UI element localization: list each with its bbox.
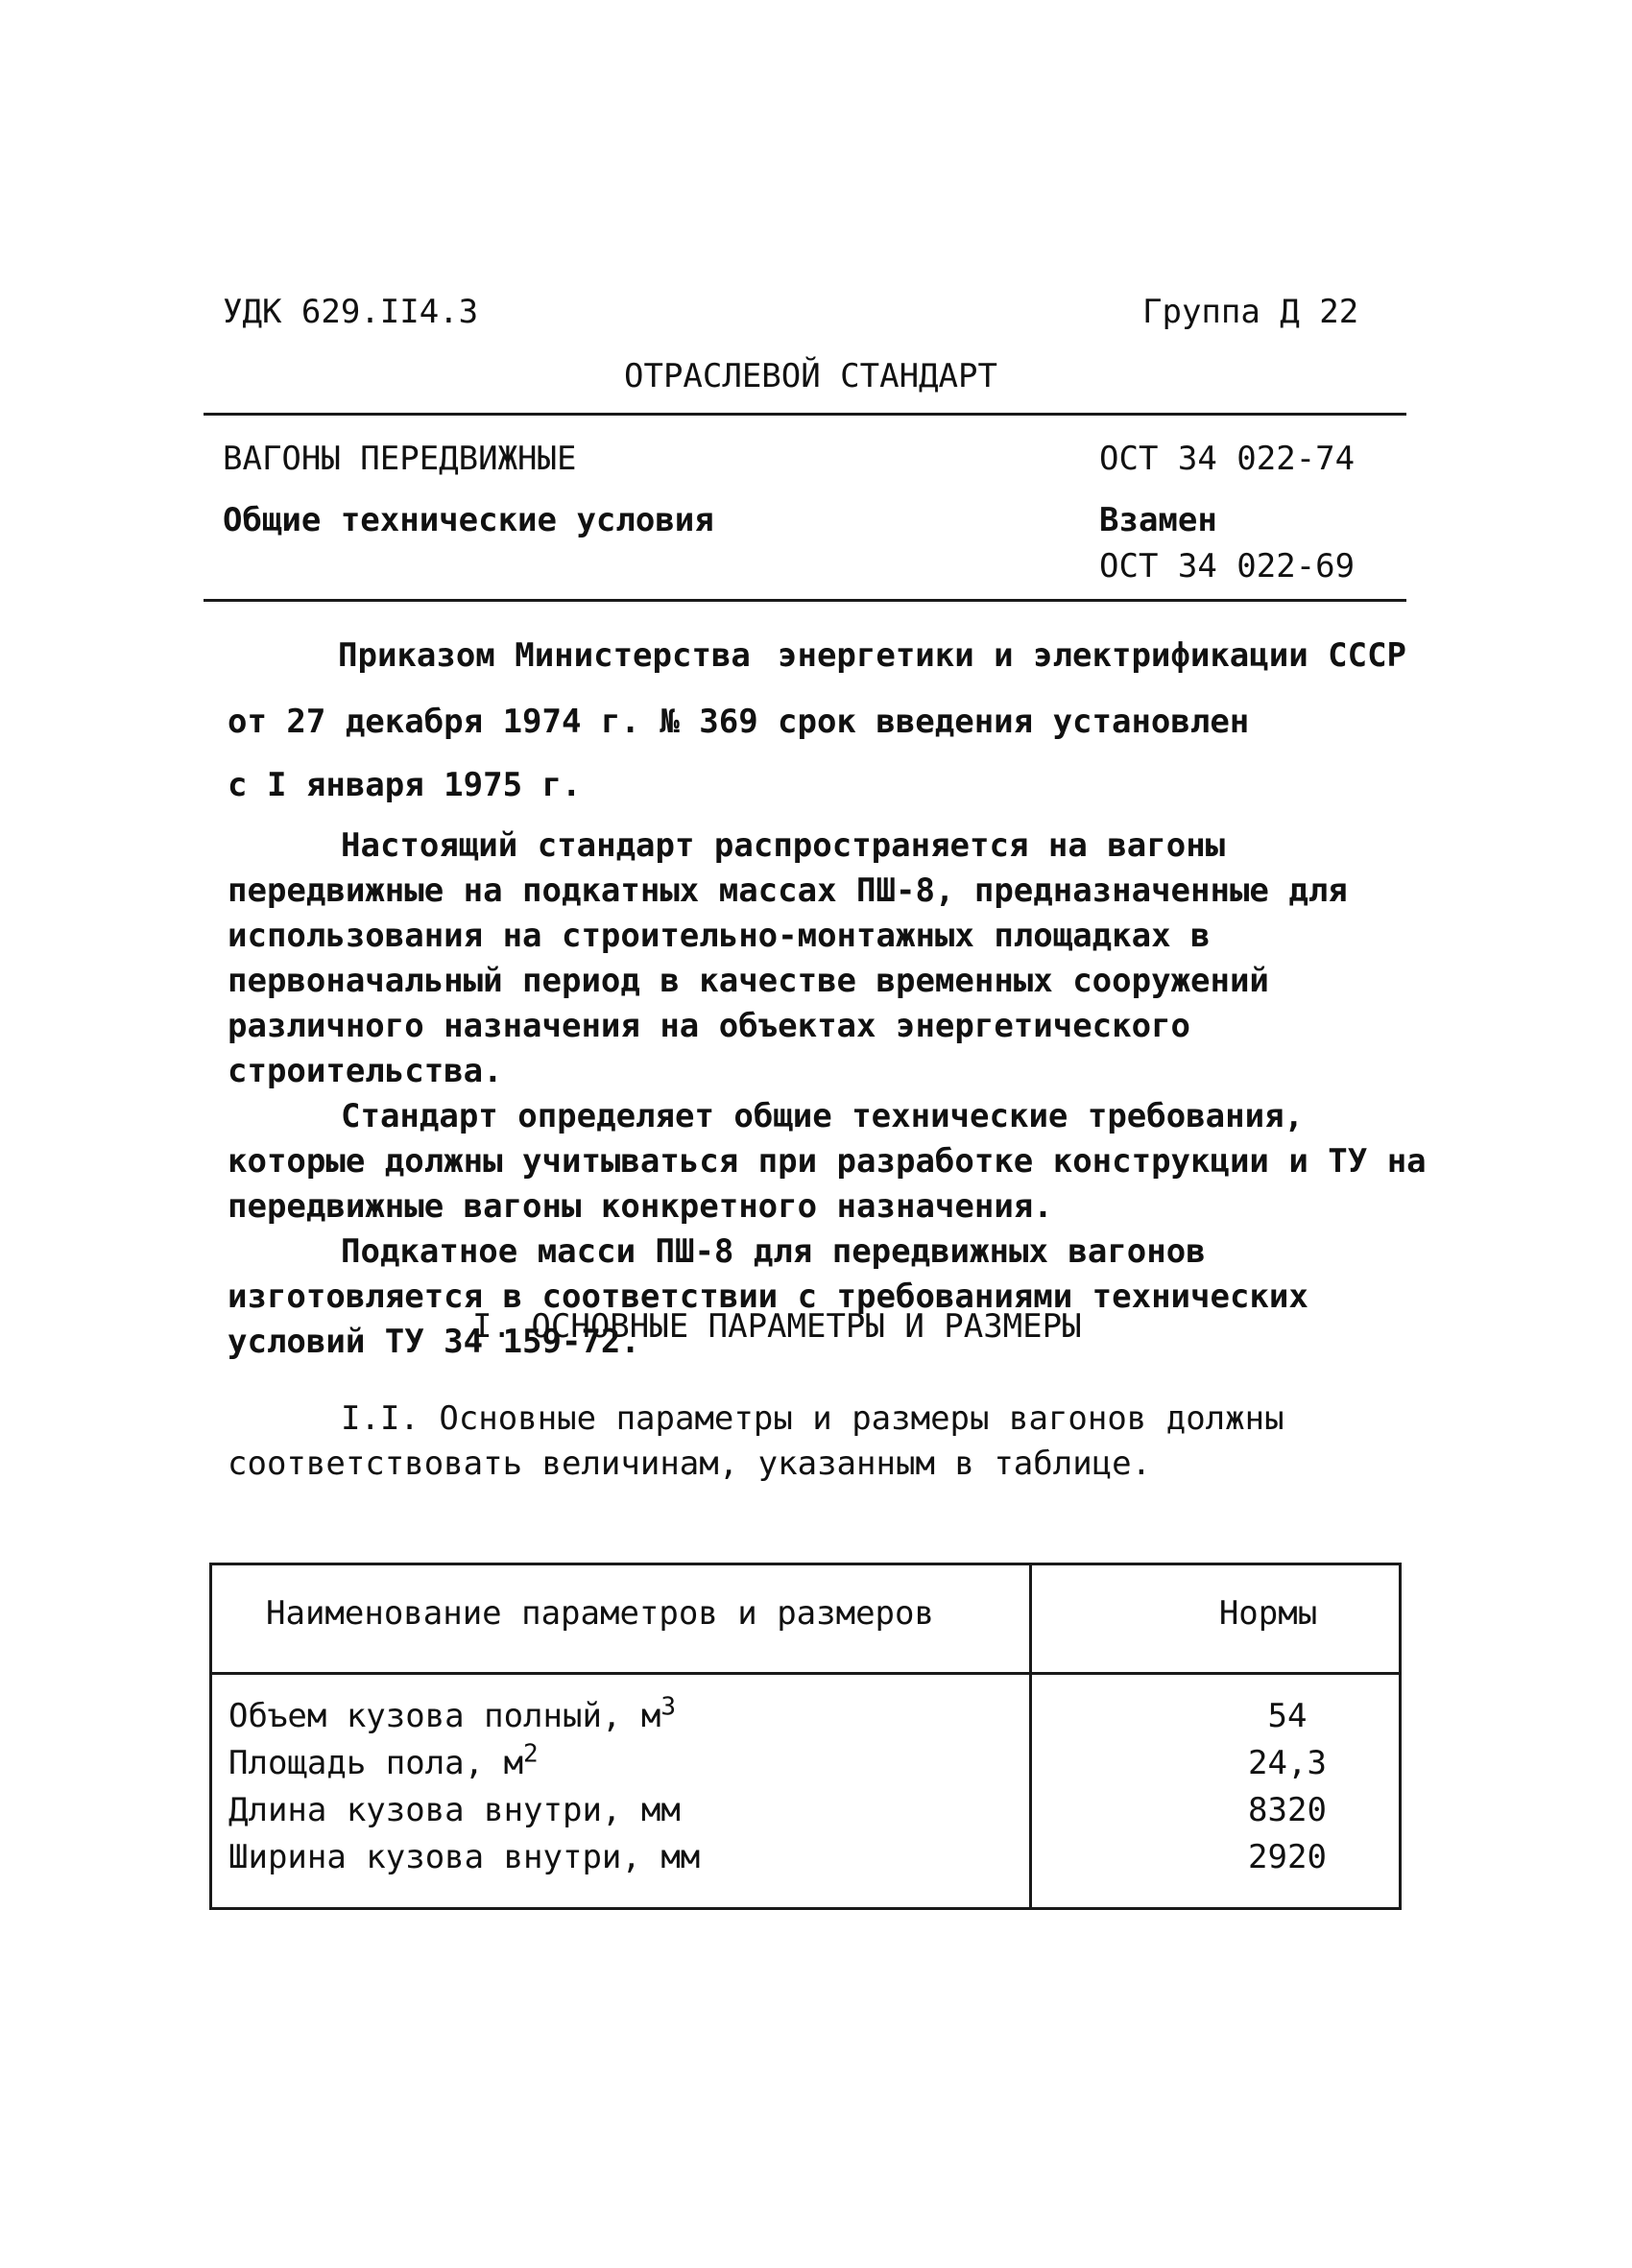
table-header-value: Нормы	[1218, 1594, 1318, 1633]
paragraph-definition: Стандарт определяет общие технические требования, которые должны учитываться при разработке конструкции и ТУ на передвижные вагоны конкретного назначения.	[228, 1097, 1427, 1226]
replaces-label: Взамен	[1099, 501, 1217, 539]
table-header-name: Наименование параметров и размеров	[266, 1594, 934, 1633]
paragraph-scope: Настоящий стандарт распространяется на вагоны передвижные на подкатных массах ПШ-8, предназначенные для использования на строительно-монтажных площадках в первоначальный период в качестве временных сооружений различного назначения на объектах энергетического строительства.	[228, 826, 1348, 1090]
document-subtitle: Общие технические условия	[223, 501, 714, 539]
udk-code: УДК 629.II4.3	[223, 293, 479, 331]
paragraph-chassis: Подкатное масси ПШ-8 для передвижных вагонов изготовляется в соответствии с требованиями технических условий ТУ 34 159-72.	[228, 1232, 1308, 1361]
table-header-divider	[212, 1672, 1399, 1675]
order-line1-a: Приказом Министерства	[338, 636, 751, 675]
bottom-rule	[204, 599, 1406, 602]
order-line2-b: срок введения установлен	[778, 703, 1250, 741]
table-row-name: Длина кузова внутри, мм	[228, 1791, 681, 1829]
table-row-name: Ширина кузова внутри, мм	[228, 1838, 701, 1876]
table-row-name: Объем кузова полный, $м^3$	[228, 1692, 676, 1735]
table-row-name: Площадь пола, $м^2$	[228, 1739, 539, 1782]
document-title: ВАГОНЫ ПЕРЕДВИЖНЫЕ	[223, 440, 577, 478]
order-line3: с I января 1975 г.	[228, 766, 582, 804]
order-line2-a: от 27 декабря 1974 г. № 369	[228, 703, 758, 741]
standard-type-heading: ОТРАСЛЕВОЙ СТАНДАРТ	[624, 357, 997, 395]
body-text	[228, 824, 1447, 1365]
table-row-value: 24,3	[1248, 1744, 1327, 1782]
parameters-table	[209, 1563, 1402, 1910]
top-rule	[204, 413, 1406, 416]
clause-1-1: I.I. Основные параметры и размеры вагонов должны соответствовать величинам, указанным в таблице.	[228, 1399, 1284, 1483]
order-line1-b: энергетики и электрификации СССР	[778, 636, 1407, 675]
standard-code: ОСТ 34 022-74	[1099, 440, 1356, 478]
table-row-value: 54	[1267, 1697, 1308, 1735]
clause-text	[228, 1397, 1447, 1487]
section-heading: I. ОСНОВНЫЕ ПАРАМЕТРЫ И РАЗМЕРЫ	[472, 1307, 1082, 1346]
table-row-value: 2920	[1248, 1838, 1327, 1876]
replaces-code: ОСТ 34 022-69	[1099, 547, 1356, 585]
table-column-divider	[1029, 1565, 1032, 1907]
table-row-value: 8320	[1248, 1791, 1327, 1829]
group-code: Группа Д 22	[1142, 293, 1359, 331]
